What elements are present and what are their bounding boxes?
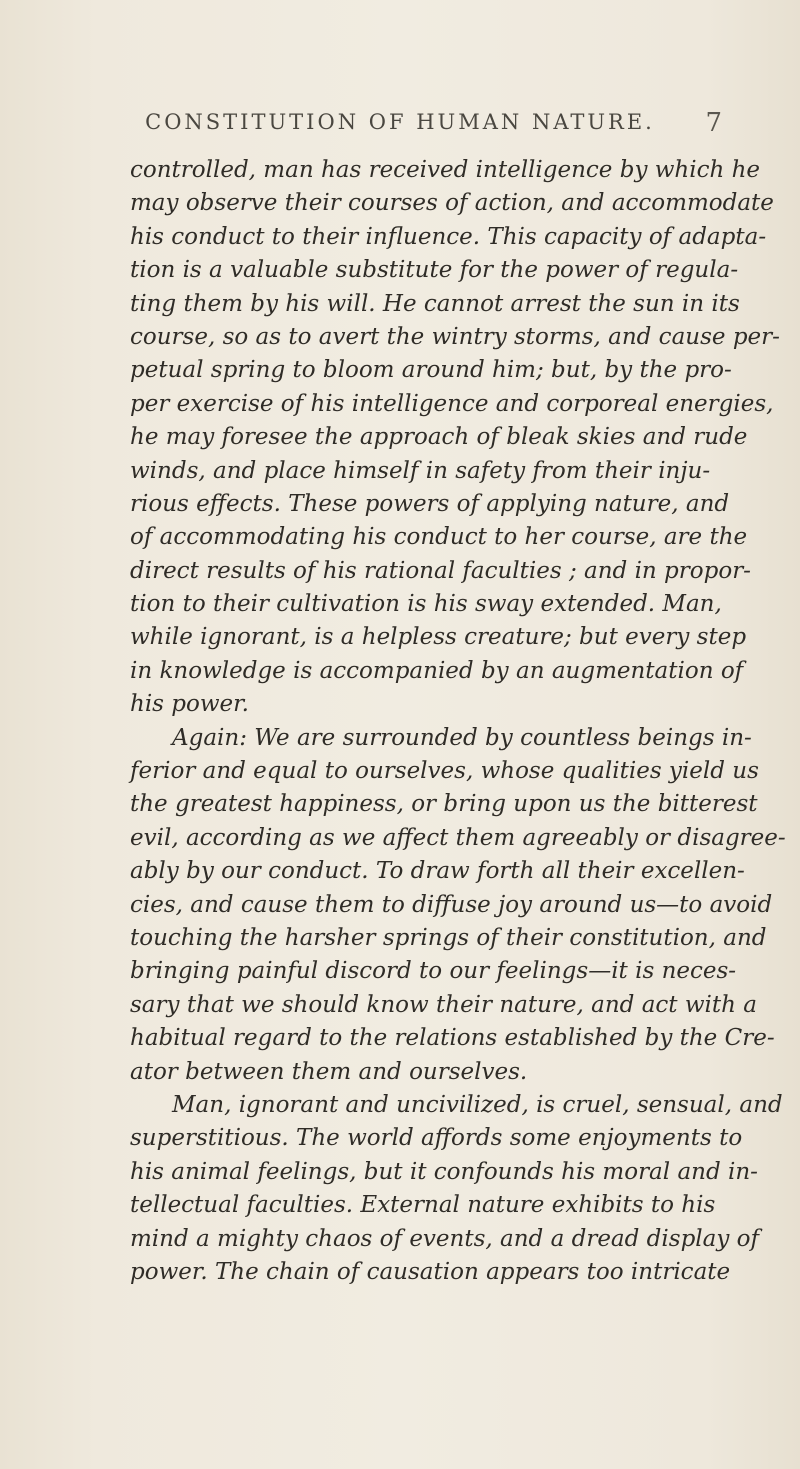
text-line: power. The chain of causation appears too intricate xyxy=(130,1258,731,1285)
text-line: rious effects. These powers of applying nature, and xyxy=(130,490,730,517)
paragraph-end-line: ator between them and ourselves. xyxy=(130,1058,528,1085)
text-line: ably by our conduct. To draw forth all their excellen- xyxy=(130,858,745,885)
page-header xyxy=(0,110,800,142)
text-line: mind a mighty chaos of events, and a dread display of xyxy=(130,1225,760,1252)
text-line: direct results of his rational faculties ; and in propor- xyxy=(130,557,751,584)
text-line: bringing painful discord to our feelings—it is neces- xyxy=(130,958,737,985)
text-line: superstitious. The world affords some enjoyments to xyxy=(130,1125,743,1152)
text-line: ting them by his will. He cannot arrest the sun in its xyxy=(130,290,740,317)
text-line: while ignorant, is a helpless creature; but every step xyxy=(130,624,747,651)
text-line: may observe their courses of action, and accommodate xyxy=(130,190,774,217)
text-line: course, so as to avert the wintry storms, and cause per- xyxy=(130,323,780,350)
paragraph-start-line: Man, ignorant and uncivilized, is cruel, sensual, and xyxy=(172,1091,783,1118)
text-line: cies, and cause them to diffuse joy around us—to avoid xyxy=(130,891,773,918)
text-line: in knowledge is accompanied by an augmentation of xyxy=(130,657,744,684)
paragraph-start-line: Again: We are surrounded by countless beings in- xyxy=(172,724,752,751)
text-line: touching the harsher springs of their constitution, and xyxy=(130,924,767,951)
text-line: he may foresee the approach of bleak skies and rude xyxy=(130,424,748,451)
text-line: of accommodating his conduct to her course, are the xyxy=(130,524,748,551)
text-line: petual spring to bloom around him; but, by the pro- xyxy=(130,357,732,384)
text-line: tion to their cultivation is his sway extended. Man, xyxy=(130,591,722,618)
text-line: tion is a valuable substitute for the power of regula- xyxy=(130,257,739,284)
text-line: sary that we should know their nature, and act with a xyxy=(130,991,757,1018)
text-line: ferior and equal to ourselves, whose qualities yield us xyxy=(130,758,759,785)
text-line: controlled, man has received intelligence by which he xyxy=(130,157,761,183)
running-head: CONSTITUTION OF HUMAN NATURE. xyxy=(145,110,655,134)
text-line: tellectual faculties. External nature exhibits to his xyxy=(130,1192,716,1219)
text-line: habitual regard to the relations established by the Cre- xyxy=(130,1025,775,1052)
text-line: winds, and place himself in safety from their inju- xyxy=(130,457,711,484)
text-line: evil, according as we affect them agreeably or disagree- xyxy=(130,824,786,851)
text-line: his conduct to their influence. This capacity of adapta- xyxy=(130,223,767,250)
text-line: his animal feelings, but it confounds his moral and in- xyxy=(130,1158,758,1185)
text-line: the greatest happiness, or bring upon us the bitterest xyxy=(130,791,758,818)
page-number: 7 xyxy=(705,108,722,138)
text-line: per exercise of his intelligence and corporeal energies, xyxy=(130,390,774,417)
paragraph-end-line: his power. xyxy=(130,691,249,718)
body-text xyxy=(130,154,786,1289)
